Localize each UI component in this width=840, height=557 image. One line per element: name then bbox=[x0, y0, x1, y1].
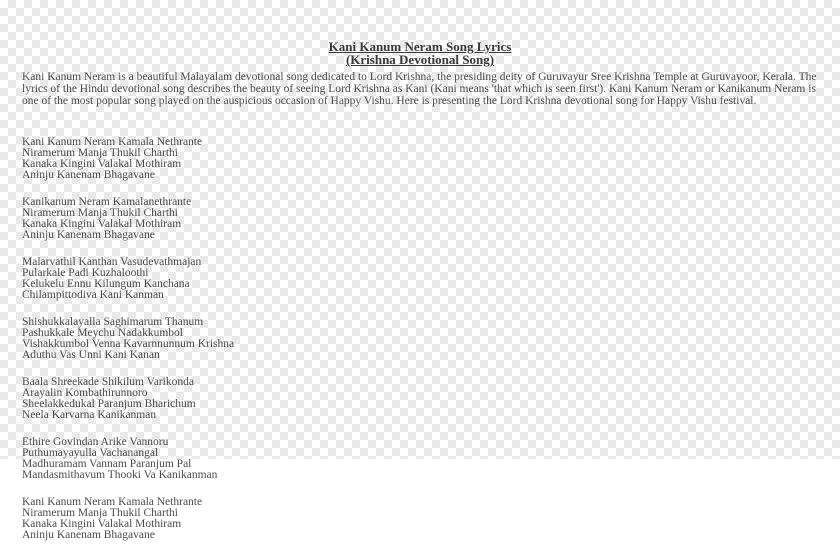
lyric-line: Shishukkalayalla Saghimarum Thanum bbox=[22, 316, 204, 328]
lyric-line: Madhuramam Vannam Paranjum Pal bbox=[22, 458, 192, 470]
lyric-line: Baala Shreekade Shikilum Varikonda bbox=[22, 376, 194, 388]
lyric-line: Pularkale Padi Kuzhaloothi bbox=[22, 267, 149, 279]
lyric-line: Niramerum Manja Thukil Charthi bbox=[22, 507, 178, 519]
document-title: Kani Kanum Neram Song Lyrics bbox=[328, 39, 512, 54]
lyric-line: Neela Karvarna Kanikanman bbox=[22, 409, 157, 421]
lyric-line: Chilampittodiva Kani Kanman bbox=[22, 289, 164, 301]
lyric-line: Vishakkumbol Venna Kavarnnunnum Krishna bbox=[22, 338, 235, 350]
lyric-line: Pashukkale Meychu Nadakkumbol bbox=[22, 327, 183, 339]
document-subtitle: (Krishna Devotional Song) bbox=[345, 52, 495, 67]
lyric-line: Aduthu Vas Unni Kani Kanan bbox=[22, 349, 160, 361]
lyric-line: Ethire Govindan Arike Vannoru bbox=[22, 436, 169, 448]
intro-paragraph: Kani Kanum Neram is a beautiful Malayalam devotional song dedicated to Lord Krishna, the presiding deity of Guruvayur Sree Krishna Temple at Guruvayoor, Kerala. The lyrics of the Hindu devotional song describes the beauty of seeing Lord Krishna as Kani (Kani means 'that which is seen first'). Kani Kanum Neram or Kanikanum Neram is one of the most popular song played on the auspicious occasion of Happy Vishu. Here is presenting the Lord Krishna devotional song for Happy Vishu festival. bbox=[22, 71, 817, 107]
stanza bbox=[22, 257, 522, 301]
lyric-line: Sheelakkedukal Paranjum Bharichum bbox=[22, 398, 196, 410]
lyric-line: Malarvathil Kanthan Vasudevathmajan bbox=[22, 256, 202, 268]
lyric-line: Kani Kanum Neram Kamala Nethrante bbox=[22, 496, 203, 508]
lyric-line: Kanaka Kingini Valakal Mothiram bbox=[22, 218, 182, 230]
lyric-line: Niramerum Manja Thukil Charthi bbox=[22, 207, 178, 219]
lyric-line: Puthumayayulla Vachanangal bbox=[22, 447, 159, 459]
stanza bbox=[22, 377, 522, 421]
lyric-line: Kelukelu Ennu Kilungum Kanchana bbox=[22, 278, 190, 290]
stanza bbox=[22, 137, 522, 181]
lyric-line: Kanikanum Neram Kamalanethrante bbox=[22, 196, 192, 208]
lyric-line: Kani Kanum Neram Kamala Nethrante bbox=[22, 136, 203, 148]
stanza bbox=[22, 437, 522, 481]
stanza bbox=[22, 317, 522, 361]
lyric-line: Aninju Kanenam Bhagavane bbox=[22, 169, 155, 181]
lyric-line: Niramerum Manja Thukil Charthi bbox=[22, 147, 178, 159]
lyric-line: Kanaka Kingini Valakal Mothiram bbox=[22, 158, 182, 170]
lyric-line: Kanaka Kingini Valakal Mothiram bbox=[22, 518, 182, 530]
stanza bbox=[22, 197, 522, 241]
lyric-line: Aninju Kanenam Bhagavane bbox=[22, 529, 155, 541]
lyric-line: Mandasmithavum Thooki Va Kanikanman bbox=[22, 469, 218, 481]
stanza bbox=[22, 497, 522, 541]
lyric-line: Arayalin Kombathirunnoro bbox=[22, 387, 148, 399]
lyrics-body bbox=[22, 137, 522, 557]
lyric-line: Aninju Kanenam Bhagavane bbox=[22, 229, 155, 241]
